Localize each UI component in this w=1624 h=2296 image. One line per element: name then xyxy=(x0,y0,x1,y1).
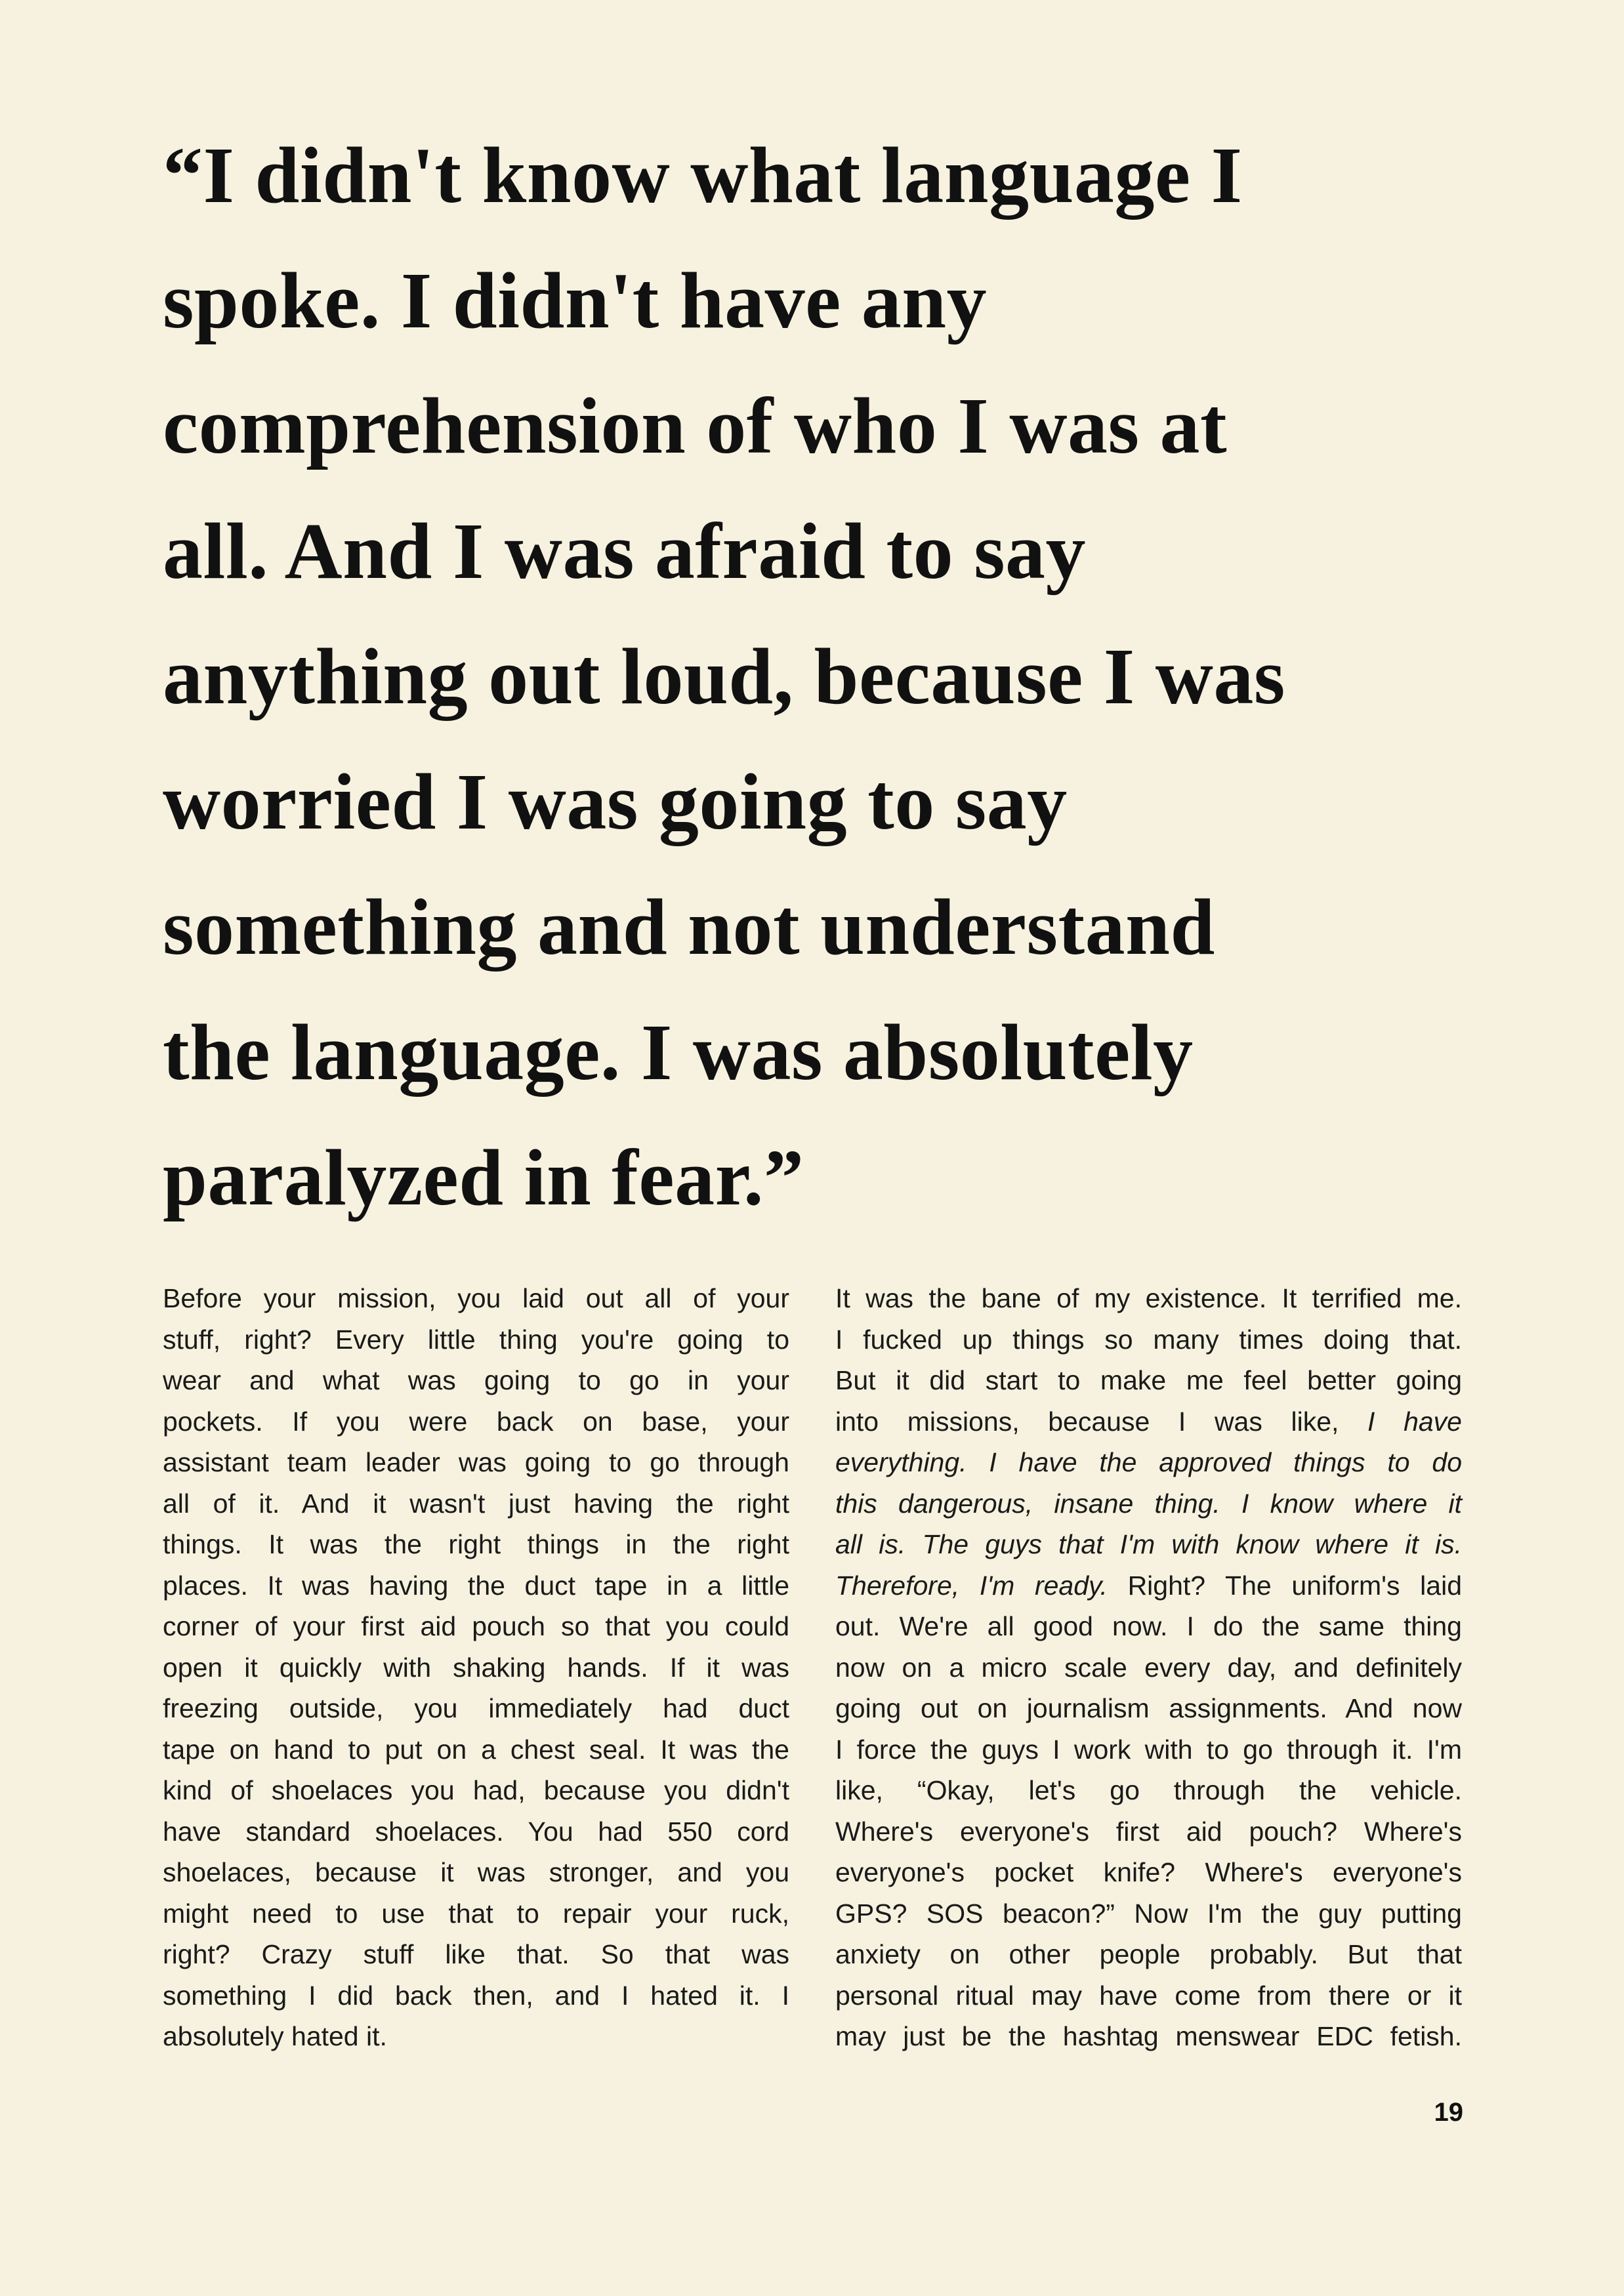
pull-quote-line: all. And I was afraid to say xyxy=(163,507,1087,596)
body-text-span: into missions, because I was like, xyxy=(835,1406,1368,1437)
body-line: wear and what was going to go in your xyxy=(163,1365,789,1395)
body-line: tape on hand to put on a chest seal. It was the xyxy=(163,1734,789,1765)
italic-text-span: this dangerous, insane thing. I know where it xyxy=(835,1488,1462,1519)
left-column xyxy=(163,1278,789,2057)
italic-text-span: all is. The guys that I'm with know where it is. xyxy=(835,1529,1462,1559)
pull-quote-line: spoke. I didn't have any xyxy=(163,256,988,345)
body-line: now on a micro scale every day, and definitely xyxy=(835,1652,1462,1683)
pull-quote xyxy=(163,113,1488,1240)
body-line: may just be the hashtag menswear EDC fetish. xyxy=(835,2021,1462,2051)
body-line: I force the guys I work with to go through it. I'm xyxy=(835,1734,1462,1765)
pull-quote-line: “I didn't know what language I xyxy=(163,131,1243,220)
body-line: But it did start to make me feel better going xyxy=(835,1365,1462,1395)
body-line: assistant team leader was going to go through xyxy=(163,1447,789,1477)
body-line: right? Crazy stuff like that. So that was xyxy=(163,1939,789,1969)
italic-text-span: I have xyxy=(1367,1406,1462,1437)
pull-quote-line: worried I was going to say xyxy=(163,758,1068,846)
body-line: personal ritual may have come from there or it xyxy=(835,1980,1462,2011)
italic-text-span: everything. I have the approved things to do xyxy=(835,1447,1462,1477)
body-text-columns xyxy=(163,1278,1462,2065)
pull-quote-line: the language. I was absolutely xyxy=(163,1008,1194,1097)
body-line: pockets. If you were back on base, your xyxy=(163,1406,789,1437)
body-line xyxy=(835,1401,1462,1443)
body-line: Where's everyone's first aid pouch? Where's xyxy=(835,1816,1462,1847)
body-line: something I did back then, and I hated it. I xyxy=(163,1980,789,2011)
body-text-span: Right? The uniform's laid xyxy=(1107,1570,1462,1601)
page-number: 19 xyxy=(1434,2098,1463,2127)
body-line xyxy=(835,1442,1462,1483)
body-line: going out on journalism assignments. And now xyxy=(835,1693,1462,1723)
body-line: open it quickly with shaking hands. If it was xyxy=(163,1652,789,1683)
body-line: things. It was the right things in the right xyxy=(163,1529,789,1559)
body-line: I fucked up things so many times doing that. xyxy=(835,1324,1462,1355)
body-line: GPS? SOS beacon?” Now I'm the guy putting xyxy=(835,1898,1462,1929)
body-line: might need to use that to repair your ruck, xyxy=(163,1898,789,1929)
body-line: corner of your first aid pouch so that you could xyxy=(163,1611,789,1641)
body-line: everyone's pocket knife? Where's everyone's xyxy=(835,1857,1462,1887)
body-line xyxy=(835,1483,1462,1525)
body-line: stuff, right? Every little thing you're going to xyxy=(163,1324,789,1355)
body-line: all of it. And it wasn't just having the right xyxy=(163,1488,789,1519)
italic-text-span: Therefore, I'm ready. xyxy=(835,1570,1108,1601)
body-line: out. We're all good now. I do the same thing xyxy=(835,1611,1462,1641)
body-line: like, “Okay, let's go through the vehicle. xyxy=(835,1775,1462,1805)
body-line: places. It was having the duct tape in a little xyxy=(163,1570,789,1601)
pull-quote-line: paralyzed in fear.” xyxy=(163,1134,804,1222)
pull-quote-line: anything out loud, because I was xyxy=(163,632,1285,721)
body-line: have standard shoelaces. You had 550 cord xyxy=(163,1816,789,1847)
body-line: kind of shoelaces you had, because you didn't xyxy=(163,1775,789,1805)
pull-quote-line: something and not understand xyxy=(163,883,1215,972)
body-line: anxiety on other people probably. But that xyxy=(835,1939,1462,1969)
body-line xyxy=(835,1524,1462,1565)
body-line: freezing outside, you immediately had duct xyxy=(163,1693,789,1723)
pull-quote-line: comprehension of who I was at xyxy=(163,382,1228,470)
right-column xyxy=(835,1278,1462,2057)
body-line: Before your mission, you laid out all of your xyxy=(163,1283,789,1313)
body-line: shoelaces, because it was stronger, and you xyxy=(163,1857,789,1887)
body-line xyxy=(835,1565,1462,1607)
body-line: absolutely hated it. xyxy=(163,2021,387,2051)
body-line: It was the bane of my existence. It terrified me. xyxy=(835,1283,1462,1313)
